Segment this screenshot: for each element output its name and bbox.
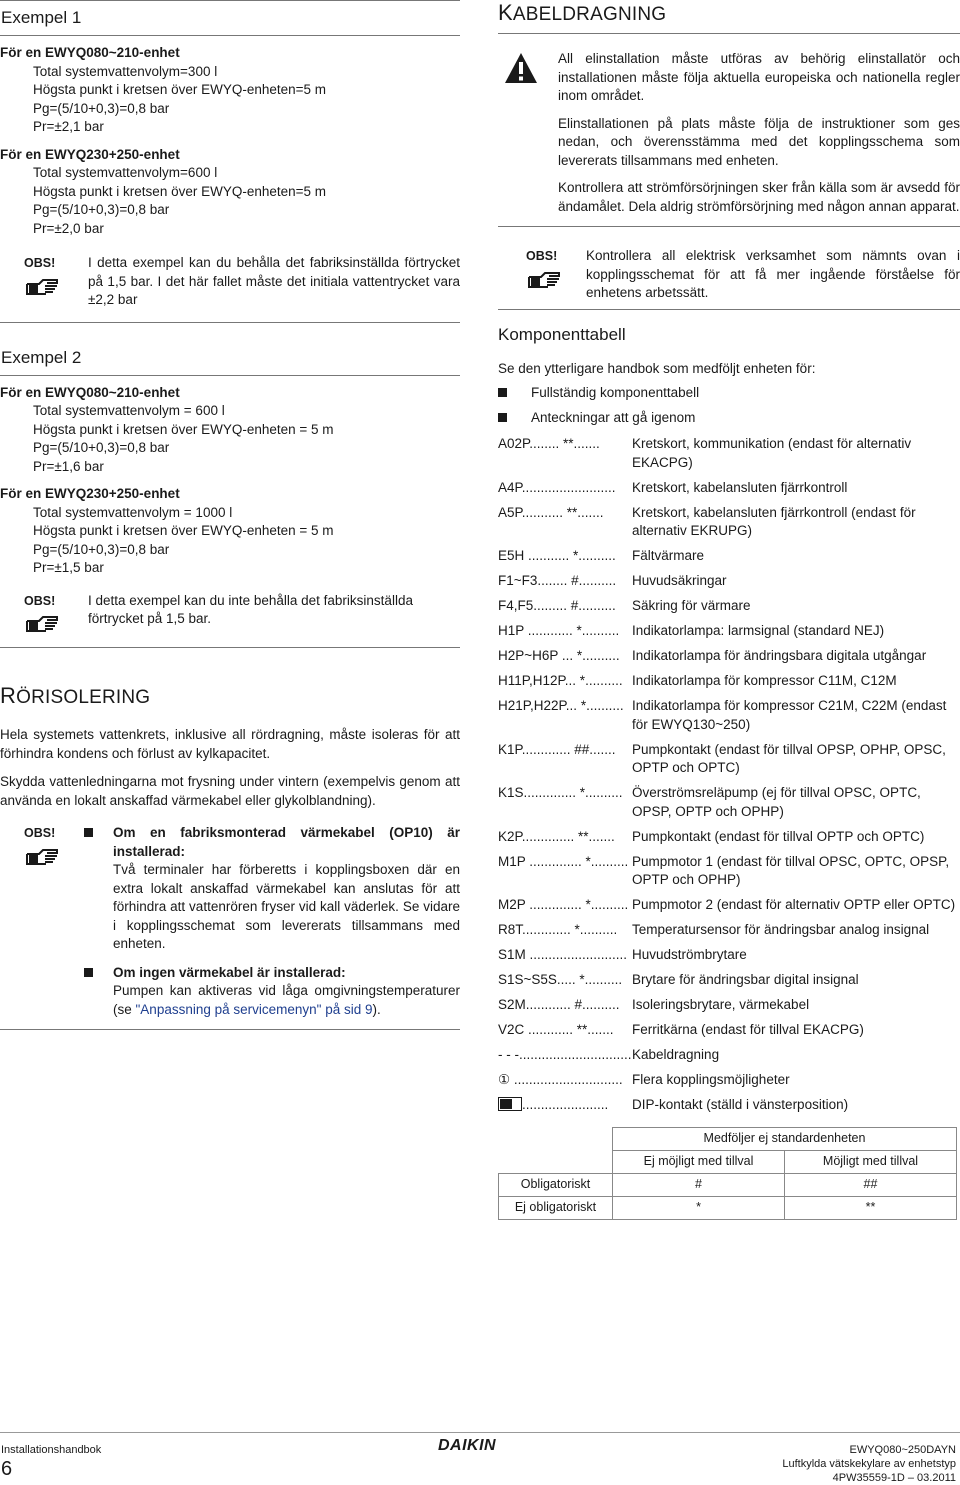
ex2-unit-a-line: Högsta punkt i kretsen över EWYQ-enheten = 5 m xyxy=(33,421,334,437)
bullet-text: Två terminaler har förberetts i kopplingsboxen där en extra lokalt anskaffad värmekabel kan anslutas för att förhindra att vattenrören fryser vid kall väderlek. Se vidare i kopplingsschemat som levererats tillsammans med enheten. xyxy=(113,862,460,951)
paragraph: All elinstallation måste utföras av behörig elinstallatör och installationen måste följa aktuella europeiska och nationella regler inom området. xyxy=(558,51,960,103)
component-code: F4,F5......... #.......... xyxy=(498,598,616,613)
component-description: Pumpmotor 1 (endast för tillval OPSC, OPTC, OPSP, OPTP och OPHP) xyxy=(632,853,950,887)
ex2-unit-a-line: Pr=±1,6 bar xyxy=(33,458,104,474)
component-row xyxy=(498,896,960,915)
component-row xyxy=(498,741,960,778)
component-row xyxy=(498,479,960,498)
component-description: Huvudströmbrytare xyxy=(632,947,747,962)
obs-text: I detta exempel kan du behålla det fabriksinställda förtrycket på 1,5 bar. I det här fallet måste det initiala vattentrycket vara ±2,2 bar xyxy=(88,255,460,307)
component-code xyxy=(498,1096,632,1115)
component-row xyxy=(498,697,960,734)
ex1-unit-b-line: Högsta punkt i kretsen över EWYQ-enheten=5 m xyxy=(33,183,327,199)
ex1-unit-a-line: Pr=±2,1 bar xyxy=(33,119,104,134)
section-title-initial: K xyxy=(498,0,513,25)
obs-side xyxy=(0,254,88,310)
ex1-unit-a-line: Pg=(5/10+0,3)=0,8 bar xyxy=(33,100,170,116)
obs-note xyxy=(498,247,960,303)
component-code: V2C ............ **....... xyxy=(498,1022,614,1037)
component-row xyxy=(498,828,960,847)
component-description: Överströmsreläpump (ej för tillval OPSC, OPTC, OPSP, OPTP och OPHP) xyxy=(632,785,921,819)
component-description: Isoleringsbrytare, värmekabel xyxy=(632,997,810,1012)
component-row xyxy=(498,547,960,566)
footer-rule xyxy=(0,1432,960,1433)
component-description: Indikatorlampa för ändringsbara digitala utgångar xyxy=(632,648,927,663)
note-hand-icon xyxy=(25,276,59,298)
component-description: Kretskort, kommunikation (endast för alternativ EKACPG) xyxy=(632,436,912,470)
component-description: Kretskort, kabelansluten fjärrkontroll (endast för alternativ EKRUPG) xyxy=(632,504,916,538)
legend-col1: Ej möjligt med tillval xyxy=(613,1150,785,1173)
ex1-unit-a-line: Total systemvattenvolym=300 l xyxy=(33,63,218,79)
bullet-text xyxy=(113,982,460,1019)
component-code: H21P,H22P... *.......... xyxy=(498,698,624,713)
left-column xyxy=(0,0,460,1030)
example-1-body xyxy=(0,36,460,238)
obs-label: OBS! xyxy=(24,256,56,270)
bullet-title: Om en fabriksmonterad värmekabel (OP10) är installerad: xyxy=(113,825,460,859)
component-code: M1P .............. *.......... xyxy=(498,853,629,869)
component-description: Pumpmotor 2 (endast för alternativ OPTP eller OPTC) xyxy=(632,897,956,912)
legend-cell: ## xyxy=(785,1173,957,1196)
component-description: DIP-kontakt (ställd i vänsterposition) xyxy=(632,1097,849,1112)
bullet-text-end: ). xyxy=(372,1001,381,1017)
component-code: F1~F3........ #.......... xyxy=(498,573,617,588)
component-description: Indikatorlampa för kompressor C11M, C12M xyxy=(632,673,897,688)
obs-label: OBS! xyxy=(526,249,558,263)
obs-note xyxy=(0,592,460,649)
ex2-unit-b-line: Högsta punkt i kretsen över EWYQ-enheten = 5 m xyxy=(33,523,334,538)
page-footer xyxy=(0,1437,960,1485)
component-code: S1M .......................... xyxy=(498,947,628,962)
obs-side xyxy=(0,824,88,1019)
example-2-title: Exempel 2 xyxy=(1,347,82,367)
list-item xyxy=(498,409,960,428)
doc-subtitle: Luftkylda vätskekylare av enhetstyp xyxy=(782,1458,956,1470)
example-2-header xyxy=(0,339,460,376)
square-bullet-icon xyxy=(498,413,507,422)
ex2-unit-a-line: Pg=(5/10+0,3)=0,8 bar xyxy=(33,440,170,455)
model-name: EWYQ080~250DAYN xyxy=(849,1444,956,1456)
component-row xyxy=(498,996,960,1015)
legend-header: Medföljer ej standardenheten xyxy=(613,1127,957,1150)
example-1-header xyxy=(0,0,460,36)
component-description: Brytare för ändringsbar digital insignal xyxy=(632,972,859,987)
ex2-unit-a-heading: För en EWYQ080~210-enhet xyxy=(0,384,180,400)
obs-bullets xyxy=(84,824,460,1019)
obs-text: Kontrollera all elektrisk verksamhet som nämnts ovan i kopplingsschemat för att få mer ingående förståelse för enhetens arbetssätt. xyxy=(586,248,960,300)
component-code: H11P,H12P... *.......... xyxy=(498,673,623,688)
warning-icon-wrap xyxy=(498,50,558,216)
legend-row-label: Ej obligatoriskt xyxy=(499,1196,613,1219)
paragraph: Elinstallationen på plats måste följa de instruktioner som ges nedan, och överensstämma med det kopplingsschema som levererats tillsammans med enheten. xyxy=(558,115,960,168)
component-description: Ferritkärna (endast för tillval EKACPG) xyxy=(632,1022,864,1037)
component-description: Pumpkontakt (endast för tillval OPTP och OPTC) xyxy=(632,828,925,844)
component-row xyxy=(498,853,960,890)
component-list xyxy=(498,435,960,1115)
legend-cell: * xyxy=(613,1196,785,1219)
component-code: A02P........ **....... xyxy=(498,436,600,451)
legend-cell: # xyxy=(613,1173,785,1196)
ex2-unit-a-line: Total systemvattenvolym = 600 l xyxy=(33,403,225,418)
paragraph: Hela systemets vattenkrets, inklusive all rördragning, måste isoleras för att förhindra kondens och förlust av kylkapacitet. xyxy=(0,727,460,761)
footer-left-label: Installationshandbok xyxy=(1,1444,102,1456)
component-row xyxy=(498,672,960,691)
obs-note xyxy=(0,254,460,323)
section-title-initial: R xyxy=(0,683,17,708)
component-description: Flera kopplingsmöjligheter xyxy=(632,1072,790,1087)
component-intro: Se den ytterligare handbok som medföljt enheten för: xyxy=(498,360,816,376)
component-code: S2M............ #.......... xyxy=(498,997,620,1012)
ex2-unit-b-line: Pg=(5/10+0,3)=0,8 bar xyxy=(33,541,170,557)
component-row xyxy=(498,647,960,666)
component-row xyxy=(498,622,960,641)
example-1-title: Exempel 1 xyxy=(1,8,82,27)
obs-text: I detta exempel kan du inte behålla det fabriksinställda förtrycket på 1,5 bar. xyxy=(88,592,413,626)
legend-corner xyxy=(499,1150,613,1173)
service-menu-link[interactable]: "Anpassning på servicemenyn" på sid 9 xyxy=(135,1001,373,1017)
component-description: Säkring för värmare xyxy=(632,598,751,613)
component-row xyxy=(498,784,960,821)
component-code: H1P ............ *.......... xyxy=(498,623,620,638)
paragraph: Kontrollera att strömförsörjningen sker från källa som är avsedd för ändamålet. Dela aldrig strömförsörjning med någon annan apparat. xyxy=(558,180,960,214)
component-row xyxy=(498,435,960,472)
component-description: Kretskort, kabelansluten fjärrkontroll xyxy=(632,479,848,495)
paragraph: Skydda vattenledningarna mot frysning under vintern (exempelvis genom att använda en lokalt anskaffad värmekabel eller glykolblandning). xyxy=(0,774,460,808)
ex2-unit-b-heading: För en EWYQ230+250-enhet xyxy=(0,486,180,501)
dip-switch-icon xyxy=(498,1097,522,1111)
obs-side xyxy=(498,247,586,303)
list-item xyxy=(498,384,960,403)
ex2-unit-b-line: Pr=±1,5 bar xyxy=(33,560,104,575)
ex2-unit-b-line: Total systemvattenvolym = 1000 l xyxy=(33,504,233,520)
component-row xyxy=(498,504,960,541)
component-code: K1P............. ##....... xyxy=(498,741,616,757)
component-row xyxy=(498,572,960,591)
section-title xyxy=(498,0,960,27)
section-title-rest: ABELDRAGNING xyxy=(512,4,667,25)
component-description: Fältvärmare xyxy=(632,548,705,563)
component-row xyxy=(498,1046,960,1065)
component-description: Temperatursensor för ändringsbar analog insignal xyxy=(632,922,930,937)
list-item xyxy=(84,964,460,1020)
right-column xyxy=(498,0,960,1220)
component-row xyxy=(498,1021,960,1040)
bullet-title: Om ingen värmekabel är installerad: xyxy=(113,964,346,980)
component-code: H2P~H6P ... *.......... xyxy=(498,648,620,663)
component-code: R8T............. *.......... xyxy=(498,922,618,937)
legend-corner xyxy=(499,1127,613,1150)
obs-label: OBS! xyxy=(24,826,56,840)
obs-side xyxy=(0,592,88,636)
component-code: E5H ........... *.......... xyxy=(498,548,616,563)
component-code-dots: ....................... xyxy=(522,1097,609,1112)
component-description: Indikatorlampa för kompressor C21M, C22M (endast för EWYQ130~250) xyxy=(632,698,947,732)
section-title xyxy=(0,684,460,710)
list-item xyxy=(84,824,460,954)
component-row xyxy=(498,597,960,616)
component-code: M2P .............. *.......... xyxy=(498,897,629,912)
ex1-unit-a-line: Högsta punkt i kretsen över EWYQ-enheten=5 m xyxy=(33,82,327,97)
legend-col2: Möjligt med tillval xyxy=(785,1150,957,1173)
note-hand-icon xyxy=(527,269,561,291)
component-code: K2P.............. **....... xyxy=(498,828,615,844)
obs-label: OBS! xyxy=(24,593,56,608)
component-description: Kabeldragning xyxy=(632,1047,720,1062)
note-hand-icon xyxy=(25,846,59,868)
component-code: ① ............................. xyxy=(498,1072,623,1087)
component-description: Pumpkontakt (endast för tillval OPSP, OPHP, OPSC, OPTP och OPTC) xyxy=(632,741,946,775)
component-row xyxy=(498,1096,960,1115)
ex1-unit-b-line: Pg=(5/10+0,3)=0,8 bar xyxy=(33,202,170,217)
component-code: - - -.............................. xyxy=(498,1047,632,1062)
legend-table xyxy=(498,1127,957,1220)
component-code: S1S~S5S..... *.......... xyxy=(498,972,623,987)
component-row xyxy=(498,1071,960,1090)
component-description: Indikatorlampa: larmsignal (standard NEJ) xyxy=(632,623,885,638)
component-code: A4P......................... xyxy=(498,479,616,495)
component-row xyxy=(498,946,960,965)
page-number: 6 xyxy=(1,1458,13,1480)
warning-triangle-icon xyxy=(504,52,538,84)
footer-right xyxy=(782,1443,956,1485)
divider xyxy=(498,309,960,310)
ex1-unit-b-line: Pr=±2,0 bar xyxy=(33,220,104,236)
ex1-unit-a-heading: För en EWYQ080~210-enhet xyxy=(0,45,180,60)
doc-number: 4PW35559-1D – 03.2011 xyxy=(832,1472,956,1484)
list-item-label: Fullständig komponenttabell xyxy=(531,385,700,400)
ex1-unit-b-line: Total systemvattenvolym=600 l xyxy=(33,165,218,180)
legend-cell: ** xyxy=(785,1196,957,1219)
ex1-unit-b-heading: För en EWYQ230+250-enhet xyxy=(0,146,180,162)
note-hand-icon xyxy=(25,613,59,635)
square-bullet-icon xyxy=(498,388,507,397)
obs-note xyxy=(0,824,460,1030)
legend-row-label: Obligatoriskt xyxy=(499,1173,613,1196)
rorisolering-section xyxy=(0,684,460,1030)
example-2-body xyxy=(0,376,460,578)
brand-logo: DAIKIN xyxy=(438,1437,497,1454)
section-title-rest: ÖRISOLERING xyxy=(16,687,151,708)
component-code: K1S.............. *.......... xyxy=(498,785,623,800)
component-code: A5P........... **....... xyxy=(498,504,604,520)
bullet-text-start: Pumpen kan aktiveras vid låga omgivningstemperaturer (se xyxy=(113,983,460,1017)
kabeldragning-header xyxy=(498,0,960,34)
component-table-title: Komponenttabell xyxy=(498,324,626,344)
list-item-label: Anteckningar att gå igenom xyxy=(531,409,696,425)
warning-block xyxy=(498,50,960,227)
component-row xyxy=(498,921,960,940)
component-row xyxy=(498,971,960,990)
component-description: Huvudsäkringar xyxy=(632,573,727,588)
